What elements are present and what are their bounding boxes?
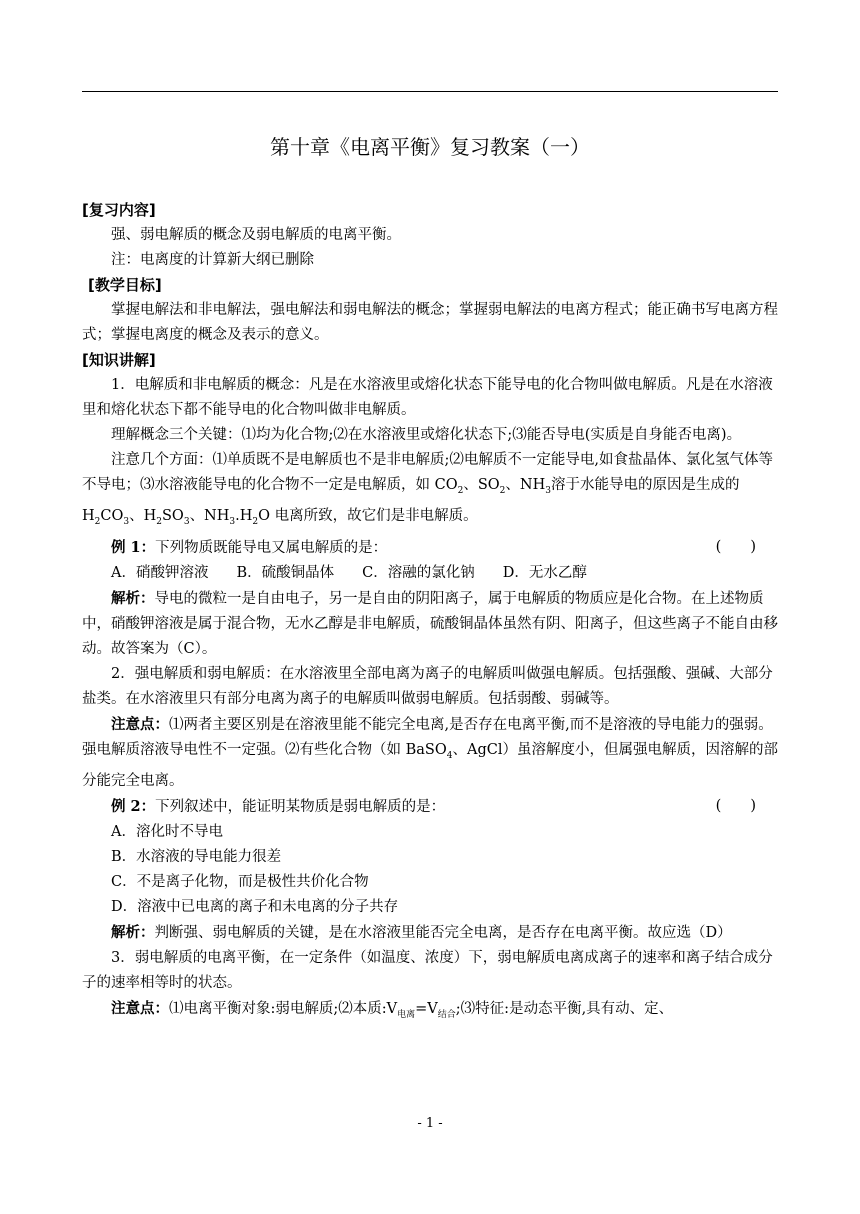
note-2: 注意点：⑴电离平衡对象:弱电解质;⑵本质$:V_{电离}=V_{结合};⑶$特征:是动态平衡,具有动、定、 (111, 999, 674, 1020)
analysis-1: 解析：导电的微粒一是自由电子，另一是自由的阴阳离子，属于电解质的物质应是化合物。在上述物质中，硝酸钾溶液是属于混合物，无水乙醇是非电解质，硫酸铜晶体虽然有阴、阳离子，但这些离子不能自由移动。故答案为（C）。 (82, 589, 778, 657)
paragraph: 注意几个方面：⑴单质既不是电解质也不是非电解质;⑵电解质不一定能导电,如食盐晶体、氯化氢气体等不导电；⑶水溶液能导电的化合物不一定是电解质，如 $CO_2$、$SO_2$、$NH_3$溶于水能导电的原因是生成的 $H_2CO_3$、$H_2SO_3$、$NH_3.H_2O$ 电离所致，故它们是非电解质。 (82, 452, 773, 527)
section-heading-knowledge: [知识讲解] (82, 351, 156, 369)
section-heading-goals: [教学目标] (88, 276, 162, 294)
paragraph: 注：电离度的计算新大纲已删除 (111, 252, 314, 268)
example-1-choices (82, 561, 778, 586)
document-body (82, 198, 778, 1028)
paragraph: 强、弱电解质的概念及弱电解质的电离平衡。 (111, 227, 401, 243)
example-1-question: 例 1：下列物质既能导电又属电解质的是： ( ) (82, 535, 778, 561)
choice-d: D．溶液中已电离的离子和未电离的分子共存 (111, 898, 399, 915)
analysis-2: 解析：判断强、弱电解质的关键，是在水溶液里能否完全电离，是否存在电离平衡。故应选（D） (111, 923, 732, 941)
choice-b: B．水溶液的导电能力很差 (111, 848, 282, 865)
choice-c: C．不是离子化物，而是极性共价化合物 (111, 873, 369, 890)
choice-c: C．溶融的氯化钠 (362, 564, 475, 581)
page-number: - 1 - (417, 1116, 443, 1131)
example-2-question: 例 2：下列叙述中，能证明某物质是弱电解质的是： ( ) (82, 794, 778, 820)
choice-a: A．溶化时不导电 (111, 823, 223, 840)
choice-b: B．硫酸铜晶体 (236, 564, 335, 581)
paragraph: 3．弱电解质的电离平衡，在一定条件（如温度、浓度）下，弱电解质电离成离子的速率和离子结合成分子的速率相等时的状态。 (82, 949, 773, 991)
note-1: 注意点：⑴两者主要区别是在溶液里能不能完全电离,是否存在电离平衡,而不是溶液的导电能力的强弱。强电解质溶液导电性不一定强。⑵有些化合物（如 BaSO$_4$、AgCl）虽溶解度小，但属强电解质，因溶解的部分能完全电离。 (82, 715, 778, 789)
choice-d: D．无水乙醇 (502, 564, 587, 581)
section-heading-review: [复习内容] (82, 201, 156, 219)
choice-a: A．硝酸钾溶液 (111, 564, 209, 581)
paragraph: 1．电解质和非电解质的概念：凡是在水溶液里或熔化状态下能导电的化合物叫做电解质。凡是在水溶液里和熔化状态下都不能导电的化合物叫做非电解质。 (82, 377, 773, 418)
answer-blank: ( ) (715, 797, 756, 814)
answer-blank: ( ) (715, 538, 756, 555)
paragraph: 理解概念三个关键：⑴均为化合物;⑵在水溶液里或熔化状态下;⑶能否导电(实质是自身能否电离)。 (111, 427, 742, 443)
paragraph: 2．强电解质和弱电解质：在水溶液里全部电离为离子的电解质叫做强电解质。包括强酸、强碱、大部分盐类。在水溶液里只有部分电离为离子的电解质叫做弱电解质。包括弱酸、弱碱等。 (82, 665, 773, 707)
paragraph: 掌握电解法和非电解法，强电解法和弱电解法的概念；掌握弱电解法的电离方程式；能正确书写电离方程式；掌握电离度的概念及表示的意义。 (82, 302, 778, 343)
header-rule (82, 91, 778, 92)
page-title: 第十章《电离平衡》复习教案（一） (270, 135, 590, 159)
